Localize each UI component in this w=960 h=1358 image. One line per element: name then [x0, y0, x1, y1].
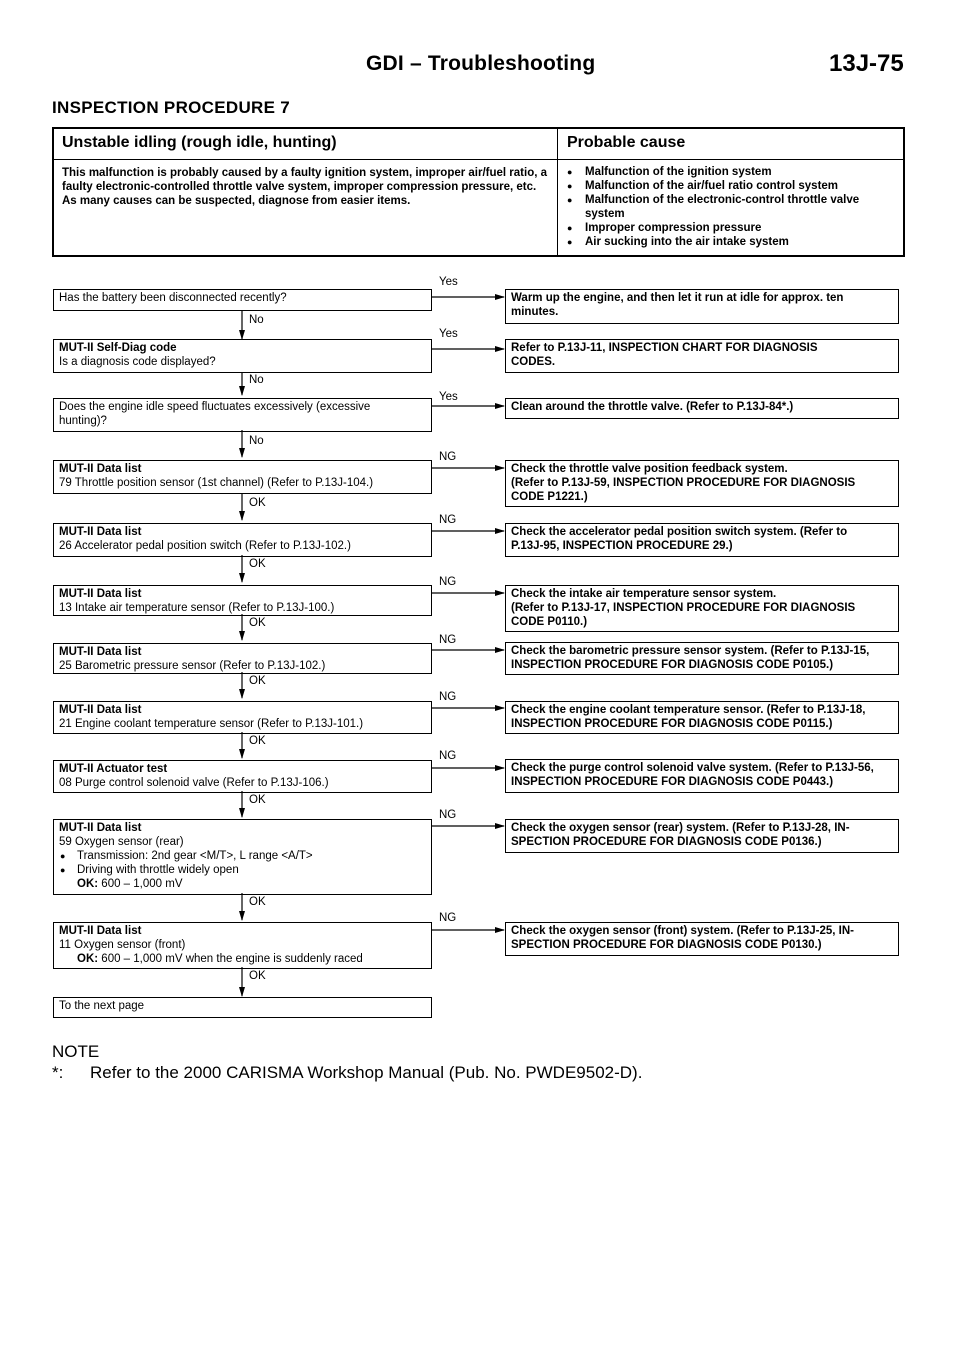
note-text: Refer to the 2000 CARISMA Workshop Manual (Pub. No. PWDE9502-D).	[90, 1063, 643, 1082]
flow-result-box	[505, 398, 899, 419]
question-text: 25 Barometric pressure sensor (Refer to P.13J-102.)	[59, 660, 326, 672]
probable-cause-item: ● Malfunction of the ignition system	[567, 165, 897, 179]
ng-label: NG	[439, 750, 457, 762]
flow-question-box	[53, 922, 432, 969]
ng-label: NG	[439, 451, 457, 463]
condition-item: ● Transmission: 2nd gear <M/T>, L range <A/T>	[59, 849, 426, 863]
ng-label: NG	[439, 576, 457, 588]
probable-cause-item: ● Malfunction of the electronic-control throttle valve system	[567, 193, 897, 221]
result-text: (Refer to P.13J-17, INSPECTION PROCEDURE FOR DIAGNOSIS	[511, 602, 856, 614]
question-heading: MUT-II Data list	[59, 646, 142, 658]
question-text: Does the engine idle speed fluctuates excessively (excessive	[59, 401, 371, 413]
ng-label: NG	[439, 514, 457, 526]
standard-value	[59, 952, 426, 966]
ok-label: OK	[249, 617, 266, 629]
note-marker: *:	[52, 1063, 64, 1082]
question-text: hunting)?	[59, 415, 107, 427]
question-text: 79 Throttle position sensor (1st channel) (Refer to P.13J-104.)	[59, 477, 374, 489]
result-text: Check the accelerator pedal position switch system. (Refer to	[511, 526, 848, 538]
no-label: No	[249, 314, 264, 326]
yes-label: Yes	[439, 328, 458, 340]
flow-question-box	[53, 701, 432, 734]
symptom-heading: Unstable idling (rough idle, hunting)	[62, 134, 337, 151]
yes-label: Yes	[439, 276, 458, 288]
flow-result-box	[505, 339, 899, 373]
ok-label: OK	[249, 497, 266, 509]
flow-question-box	[53, 289, 432, 311]
result-text: Check the oxygen sensor (front) system. (Refer to P.13J-25, IN-	[511, 925, 854, 937]
flow-question-box	[53, 585, 432, 616]
question-text: 21 Engine coolant temperature sensor (Refer to P.13J-101.)	[59, 718, 364, 730]
result-text: Check the intake air temperature sensor system.	[511, 588, 777, 600]
question-text: 11 Oxygen sensor (front)	[59, 939, 186, 951]
flow-result-box	[505, 819, 899, 853]
condition-list	[59, 849, 426, 877]
next-page-text: To the next page	[59, 1000, 145, 1012]
condition-item: ● Driving with throttle widely open	[59, 863, 426, 877]
result-text: CODE P0110.)	[511, 616, 588, 628]
ok-label: OK	[249, 675, 266, 687]
result-text: Check the engine coolant temperature sensor. (Refer to P.13J-18,	[511, 704, 866, 716]
probable-cause-heading: Probable cause	[567, 134, 686, 151]
procedure-title: INSPECTION PROCEDURE 7	[52, 98, 291, 117]
result-text: SPECTION PROCEDURE FOR DIAGNOSIS CODE P0130.)	[511, 939, 822, 951]
result-text: CODES.	[511, 356, 556, 368]
result-text: Clean around the throttle valve. (Refer to P.13J-84*.)	[511, 401, 794, 413]
ok-standard-label: OK:	[77, 953, 99, 965]
flow-result-box	[505, 460, 899, 507]
note-heading: NOTE	[52, 1042, 100, 1061]
ng-label: NG	[439, 912, 457, 924]
flow-question-box	[53, 643, 432, 674]
question-heading: MUT-II Actuator test	[59, 763, 168, 775]
flow-result-box	[505, 701, 899, 734]
ok-standard-value: 600 – 1,000 mV when the engine is suddenly raced	[101, 953, 363, 965]
result-text: INSPECTION PROCEDURE FOR DIAGNOSIS CODE P0443.)	[511, 776, 834, 788]
yes-label: Yes	[439, 391, 458, 403]
ng-label: NG	[439, 634, 457, 646]
question-text: Is a diagnosis code displayed?	[59, 356, 216, 368]
question-text: 59 Oxygen sensor (rear)	[59, 836, 184, 848]
flow-question-box	[53, 760, 432, 793]
ng-label: NG	[439, 691, 457, 703]
result-text: INSPECTION PROCEDURE FOR DIAGNOSIS CODE P0115.)	[511, 718, 833, 730]
ok-label: OK	[249, 794, 266, 806]
next-page-box	[53, 997, 432, 1018]
question-heading: MUT-II Data list	[59, 588, 142, 600]
probable-cause-item: ● Improper compression pressure	[567, 221, 897, 235]
result-text: INSPECTION PROCEDURE FOR DIAGNOSIS CODE P0105.)	[511, 659, 834, 671]
page-number: 13J-75	[829, 50, 904, 77]
page-header-title: GDI – Troubleshooting	[366, 52, 596, 75]
question-text: 13 Intake air temperature sensor (Refer to P.13J-100.)	[59, 602, 335, 614]
ok-label: OK	[249, 896, 266, 908]
ok-standard-value: 600 – 1,000 mV	[101, 878, 183, 890]
flow-result-box	[505, 922, 899, 956]
flow-result-box	[505, 523, 899, 557]
flow-result-box	[505, 289, 899, 324]
no-label: No	[249, 435, 264, 447]
ok-standard-label: OK:	[77, 878, 99, 890]
question-heading: MUT-II Data list	[59, 925, 142, 937]
ok-label: OK	[249, 558, 266, 570]
result-text: Check the oxygen sensor (rear) system. (Refer to P.13J-28, IN-	[511, 822, 850, 834]
result-text: Warm up the engine, and then let it run at idle for approx. ten	[511, 292, 844, 304]
flow-question-box	[53, 398, 432, 432]
question-text: 26 Accelerator pedal position switch (Refer to P.13J-102.)	[59, 540, 351, 552]
flow-result-box	[505, 642, 899, 675]
result-text: P.13J-95, INSPECTION PROCEDURE 29.)	[511, 540, 733, 552]
probable-cause-item: ● Malfunction of the air/fuel ratio control system	[567, 179, 897, 193]
result-text: Check the throttle valve position feedback system.	[511, 463, 788, 475]
probable-cause-item: ● Air sucking into the air intake system	[567, 235, 897, 249]
question-heading: MUT-II Self-Diag code	[59, 342, 177, 354]
question-heading: MUT-II Data list	[59, 704, 142, 716]
flow-question-box	[53, 523, 432, 557]
result-text: minutes.	[511, 306, 559, 318]
question-heading: MUT-II Data list	[59, 526, 142, 538]
symptom-description: This malfunction is probably caused by a faulty ignition system, improper air/fuel ratio, a faulty electronic-controlled throttle valve system, improper compression pressure, etc. As many causes can be suspected, diagnose from easier items.	[62, 167, 548, 207]
ok-label: OK	[249, 735, 266, 747]
standard-value	[59, 877, 426, 891]
flow-question-box	[53, 460, 432, 494]
result-text: SPECTION PROCEDURE FOR DIAGNOSIS CODE P0136.)	[511, 836, 822, 848]
result-text: CODE P1221.)	[511, 491, 588, 503]
no-label: No	[249, 374, 264, 386]
result-text: Check the purge control solenoid valve system. (Refer to P.13J-56,	[511, 762, 874, 774]
flow-question-box	[53, 819, 432, 895]
result-text: Refer to P.13J-11, INSPECTION CHART FOR DIAGNOSIS	[511, 342, 818, 354]
ok-label: OK	[249, 970, 266, 982]
flow-result-box	[505, 759, 899, 793]
ng-label: NG	[439, 809, 457, 821]
question-heading: MUT-II Data list	[59, 822, 142, 834]
question-heading: MUT-II Data list	[59, 463, 142, 475]
flow-question-box	[53, 339, 432, 373]
question-text: Has the battery been disconnected recently?	[59, 292, 287, 304]
result-text: Check the barometric pressure sensor system. (Refer to P.13J-15,	[511, 645, 870, 657]
result-text: (Refer to P.13J-59, INSPECTION PROCEDURE FOR DIAGNOSIS	[511, 477, 856, 489]
flow-result-box	[505, 585, 899, 632]
question-text: 08 Purge control solenoid valve (Refer to P.13J-106.)	[59, 777, 329, 789]
